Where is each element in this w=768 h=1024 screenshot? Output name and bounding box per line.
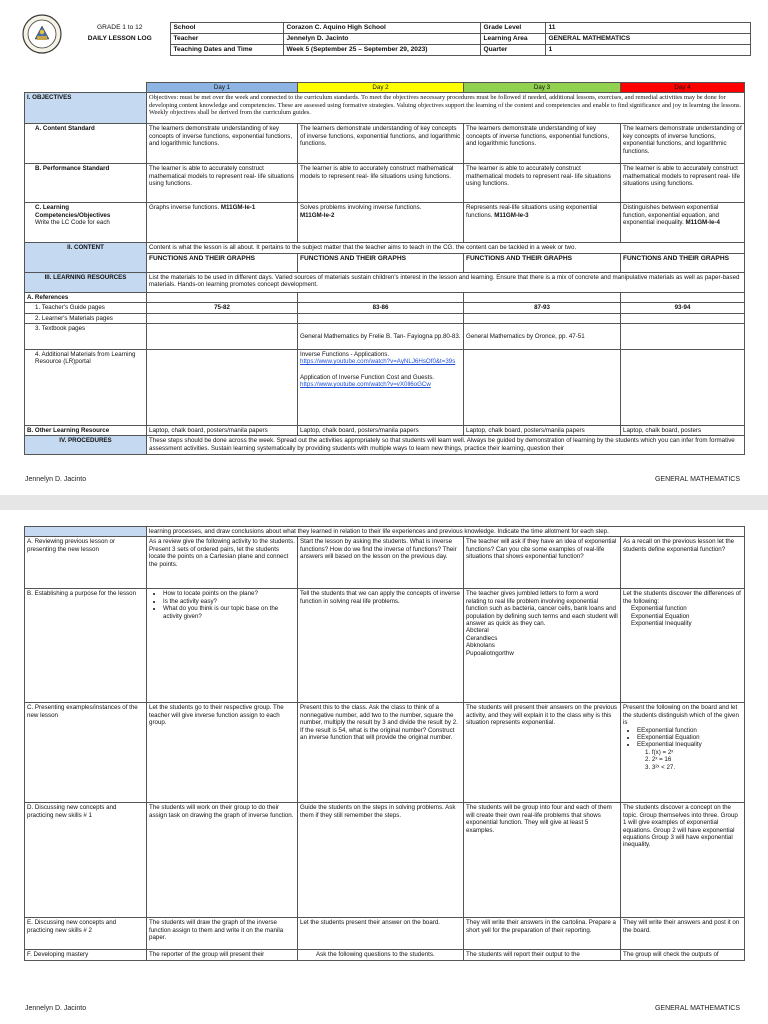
step-d-day1: The students will work on their group to do their assign task on drawing the graph of inverse function. [147,803,298,918]
step-d-day4: The students discover a concept on the topic. Group themselves into three. Group 1 will give examples of exponential equations. Group 2 will have exponential equations Group 3 will have exponential inequality. [621,803,745,918]
step-a-day3: The teacher will ask if they have an idea of exponential functions? Can you cite some examples of real-life situations that shows exponential function? [464,537,621,589]
video-link-2[interactable]: https://www.youtube.com/watch?v=vX0ll6oGCw [300,381,431,389]
step-a-day4: As a recall on the previous lesson let the students define exponential function? [621,537,745,589]
step-e-day3: They will write their answers in the cartolina. Prepare a short yell for the preparation of their reporting. [464,918,621,950]
textbook-day1 [147,324,298,350]
step-b-day4: Let the students discover the differences of the following: Exponential function Exponential Equation Exponential Inequality [621,589,745,703]
grade-level-label: Grade Level [480,23,545,34]
tg-pages-day2: 83-86 [298,303,464,313]
other-resource-day4: Laptop, chalk board, posters [621,426,745,436]
day-2-header: Day 2 [298,83,464,93]
quarter-value: 1 [545,45,750,56]
step-c-day3: The students will present their answers on the previous activity, and they will explain it to the class why is this situation represents exponential. [464,703,621,803]
video-link-1[interactable]: https://www.youtube.com/watch?v=AyNLJ6HsOf0&t=39s [300,358,456,366]
competencies-cell [25,203,147,243]
step-c-day2: Present this to the class. Ask the class to think of a nonnegative number, add two to the number, square the number, multiply the result by 3 and divide the result by 2. If the result is 54, what is the original number? Construct an inverse function that will provide the original number. [298,703,464,803]
dates-label: Teaching Dates and Time [170,45,283,56]
school-label: School [170,23,283,34]
teacher-label: Teacher [170,34,283,45]
video-title-1: Inverse Functions - Applications. [300,351,390,359]
list-item: • Is the activity easy? [163,598,295,605]
step-e-label: E. Discussing new concepts and practicing new skills # 2 [25,918,147,950]
content-topic-day2: FUNCTIONS AND THEIR GRAPHS [298,253,464,272]
procedures-text: These steps should be done across the week. Spread out the activities appropriately so that students will learn well. Always be guided by demonstration of learning by the students which you can infer from formative assessment activities. Sustain learning systematically by providing students with multiple ways to learn new things, practice their learning, question their [147,436,745,455]
learning-area-value: GENERAL MATHEMATICS [545,34,750,45]
step-f-label: F. Developing mastery [25,950,147,960]
teacher-value: Jennelyn D. Jacinto [283,34,480,45]
content-standard-day2: The learners demonstrate understanding of key concepts of inverse functions, exponential functions, and logarithmic functions. [298,124,464,164]
page-gap [0,495,768,510]
list-item: • EExponential function [637,727,742,734]
footer-subject: GENERAL MATHEMATICS [654,1005,740,1012]
school-value: Corazon C. Aquino High School [283,23,480,34]
jumbled-word: Pupoaliotngorthw [466,649,514,657]
day-4-header: Day 4 [621,83,745,93]
lesson-log-table [24,82,745,455]
jumbled-word: Abknolans [466,642,495,650]
quarter-label: Quarter [480,45,545,56]
step-c-day4: Present the following on the board and let the students distinguish which of the given is • EExponential function • EExponential Equation • EExponential Inequality 1. f(x) = 2ˣ 2. 2ˣ = 16 3. 3²ˣ < 27. [621,703,745,803]
lc-code: M11GM-Ie-2 [300,211,335,219]
list-item: • EExponential Equation [637,734,742,741]
footer-subject: GENERAL MATHEMATICS [654,476,740,483]
lc-code: M11GM-Ie-3 [494,211,529,219]
jumbled-word: Abcteral [466,627,489,635]
content-label: II. CONTENT [25,243,147,272]
tg-pages-day3: 87-93 [464,303,621,313]
competency-day4: Distinguishes between exponential function, exponential equation, and exponential inequality. M11GM-Ie-4 [621,203,745,243]
dates-value: Week 5 (September 25 – September 29, 2023) [283,45,480,56]
content-standard-day3: The learners demonstrate understanding of key concepts of inverse functions, exponential functions, and logarithmic functions. [464,124,621,164]
step-b-label: B. Establishing a purpose for the lesson [25,589,147,703]
list-item: • How to locate points on the plane? [163,590,295,597]
competencies-sublabel: Write the LC Code for each [35,219,110,227]
content-topic-day1: FUNCTIONS AND THEIR GRAPHS [147,253,298,272]
page-1 [0,0,768,495]
objectives-label: I. OBJECTIVES [25,93,147,124]
resources-text: List the materials to be used in different days. Varied sources of materials sustain children's interest in the lesson and learning. Ensure that there is a mix of concrete and manipulative materials as well as paper-based materials. Hands-on learning promotes concept development. [147,272,745,292]
step-d-label: D. Discussing new concepts and practicing new skills # 1 [25,803,147,918]
competency-day2: Solves problems involving inverse functions. M11GM-Ie-2 [298,203,464,243]
step-a-day2: Start the lesson by asking the students. What is inverse functions? How do we find the inverse of functions? Their answers will based on the lesson on the previous day. [298,537,464,589]
step-d-day2: Guide the students on the steps in solving problems. Ask them if they still remember the steps. [298,803,464,918]
content-standard-label: A. Content Standard [25,124,147,164]
additional-materials-day2 [298,350,464,426]
grade-level-value: 11 [545,23,750,34]
procedures-text-cont: learning processes, and draw conclusions about what they learned in relation to their life experiences and previous knowledge. Indicate the time allotment for each step. [147,527,745,537]
list-item: • What do you think is our topic base on the activity given? [163,605,295,620]
performance-standard-day4: The learner is able to accurately construct mathematical models to represent real- life situations using functions. [621,164,745,203]
step-e-day2: Let the students present their answer on the board. [298,918,464,950]
other-resource-day2: Laptop, chalk board, posters/manila papers [298,426,464,436]
deped-seal-logo [22,14,62,54]
competency-day1: Graphs inverse functions. M11GM-Ie-1 [147,203,298,243]
performance-standard-day1: The learner is able to accurately construct mathematical models to represent real- life situations using functions. [147,164,298,203]
step-b-day1 [147,589,298,703]
learning-area-label: Learning Area [480,34,545,45]
textbook-day4 [621,324,745,350]
step-c-label: C. Presenting examples/instances of the new lesson [25,703,147,803]
step-a-label: A. Reviewing previous lesson or presenting the new lesson [25,537,147,589]
step-b-day3: The teacher gives jumbled letters to form a word relating to real life problem involving exponential function such as bacteria, cancer cells, bank loans and population by defining such terms and each student will answer as quick as they can. Abcteral Cerandlecs Abknolans Pupoaliotngorthw [464,589,621,703]
references-label: A. References [25,292,147,302]
textbook-day2: General Mathematics by Frelie B. Tan- Fayiogna pp.80-83. [298,324,464,350]
footer-author: Jennelyn D. Jacinto [25,1005,87,1012]
resources-label: III. LEARNING RESOURCES [25,272,147,292]
list-item: • EExponential Inequality [637,741,742,748]
textbook-label: 3. Textbook pages [25,324,147,350]
learners-materials-label: 2. Learner's Materials pages [25,313,147,323]
dll-label: DAILY LESSON LOG [87,35,152,42]
tg-pages-day1: 75-82 [147,303,298,313]
video-title-2: Application of Inverse Function Cost and Guests. [300,373,435,381]
step-c-day1: Let the students go to their respective group. The teacher will give inverse function assign to each group. [147,703,298,803]
jumbled-word: Cerandlecs [466,634,498,642]
lc-code: M11GM-Ie-1 [220,204,256,212]
competency-day3: Represents real-life situations using exponential functions. M11GM-Ie-3 [464,203,621,243]
tg-pages-day4: 93-94 [621,303,745,313]
header-table [70,22,751,56]
step-e-day1: The students will draw the graph of the inverse function assign to them and write it on the manila paper. [147,918,298,950]
day-1-header: Day 1 [147,83,298,93]
grade-label: GRADE 1 to 12 [97,24,143,31]
content-standard-day4: The learners demonstrate understanding of key concepts of inverse functions, exponential functions, and logarithmic functions. [621,124,745,164]
objectives-text: Objectives: must be met over the week and connected to the curriculum standards. To meet the objectives necessary procedures must be followed if needed, additional lessons, exercises, and remedial activities may be done for developing content knowledge and competencies. These are assessed using formative strategies. Valuing objectives support the learning of the content and competencies and enable to find significance and joy in learning the lessons. Weekly objectives shall be derived from the curriculum guides. [147,93,745,124]
competencies-label: C. Learning Competencies/Objectives [35,204,111,219]
additional-materials-label: 4. Additional Materials from Learning Resource (LR)portal [25,350,147,426]
content-standard-day1: The learners demonstrate understanding of key concepts of inverse functions, exponential functions, and logarithmic functions. [147,124,298,164]
step-f-day2: Ask the following questions to the students. [298,950,464,960]
lc-code: M11GM-Ie-4 [685,219,720,227]
teachers-guide-label: 1. Teacher's Guide pages [25,303,147,313]
step-e-day4: They will write their answers and post it on the board. [621,918,745,950]
performance-standard-day2: The learner is able to accurately construct mathematical models to represent real- life situations using functions. [298,164,464,203]
step-f-day4: The group will check the outputs of [621,950,745,960]
step-d-day3: The students will be group into four and each of them will create their own real-life problems that shows exponential function. They will give at least 5 examples. [464,803,621,918]
day-3-header: Day 3 [464,83,621,93]
other-resource-day1: Laptop, chalk board, posters/manila papers [147,426,298,436]
footer-author: Jennelyn D. Jacinto [25,476,87,483]
textbook-day3: General Mathematics by Oronce, pp. 47-51 [464,324,621,350]
step-a-day1: As a review give the following activity to the students. Present 3 sets of ordered pairs, let the students locate the points on a Cartesian plane and connect the points. [147,537,298,589]
step-f-day1: The reporter of the group will present their [147,950,298,960]
content-topic-day4: FUNCTIONS AND THEIR GRAPHS [621,253,745,272]
performance-standard-label: B. Performance Standard [25,164,147,203]
step-b-day2: Tell the students that we can apply the concepts of inverse function in solving real life problems. [298,589,464,703]
procedures-label: IV. PROCEDURES [25,436,147,455]
other-resource-label: B. Other Learning Resource [25,426,147,436]
content-topic-day3: FUNCTIONS AND THEIR GRAPHS [464,253,621,272]
step-f-day3: The students will report their output to the [464,950,621,960]
performance-standard-day3: The learner is able to accurately construct mathematical models to represent real- life situations using functions. [464,164,621,203]
page-2 [0,510,768,1024]
content-text: Content is what the lesson is all about. It pertains to the subject matter that the teacher aims to teach in the CG. the content can be tackled in a week or two. [147,243,745,253]
other-resource-day3: Laptop, chalk board, posters/manila papers [464,426,621,436]
procedures-table [24,526,745,961]
